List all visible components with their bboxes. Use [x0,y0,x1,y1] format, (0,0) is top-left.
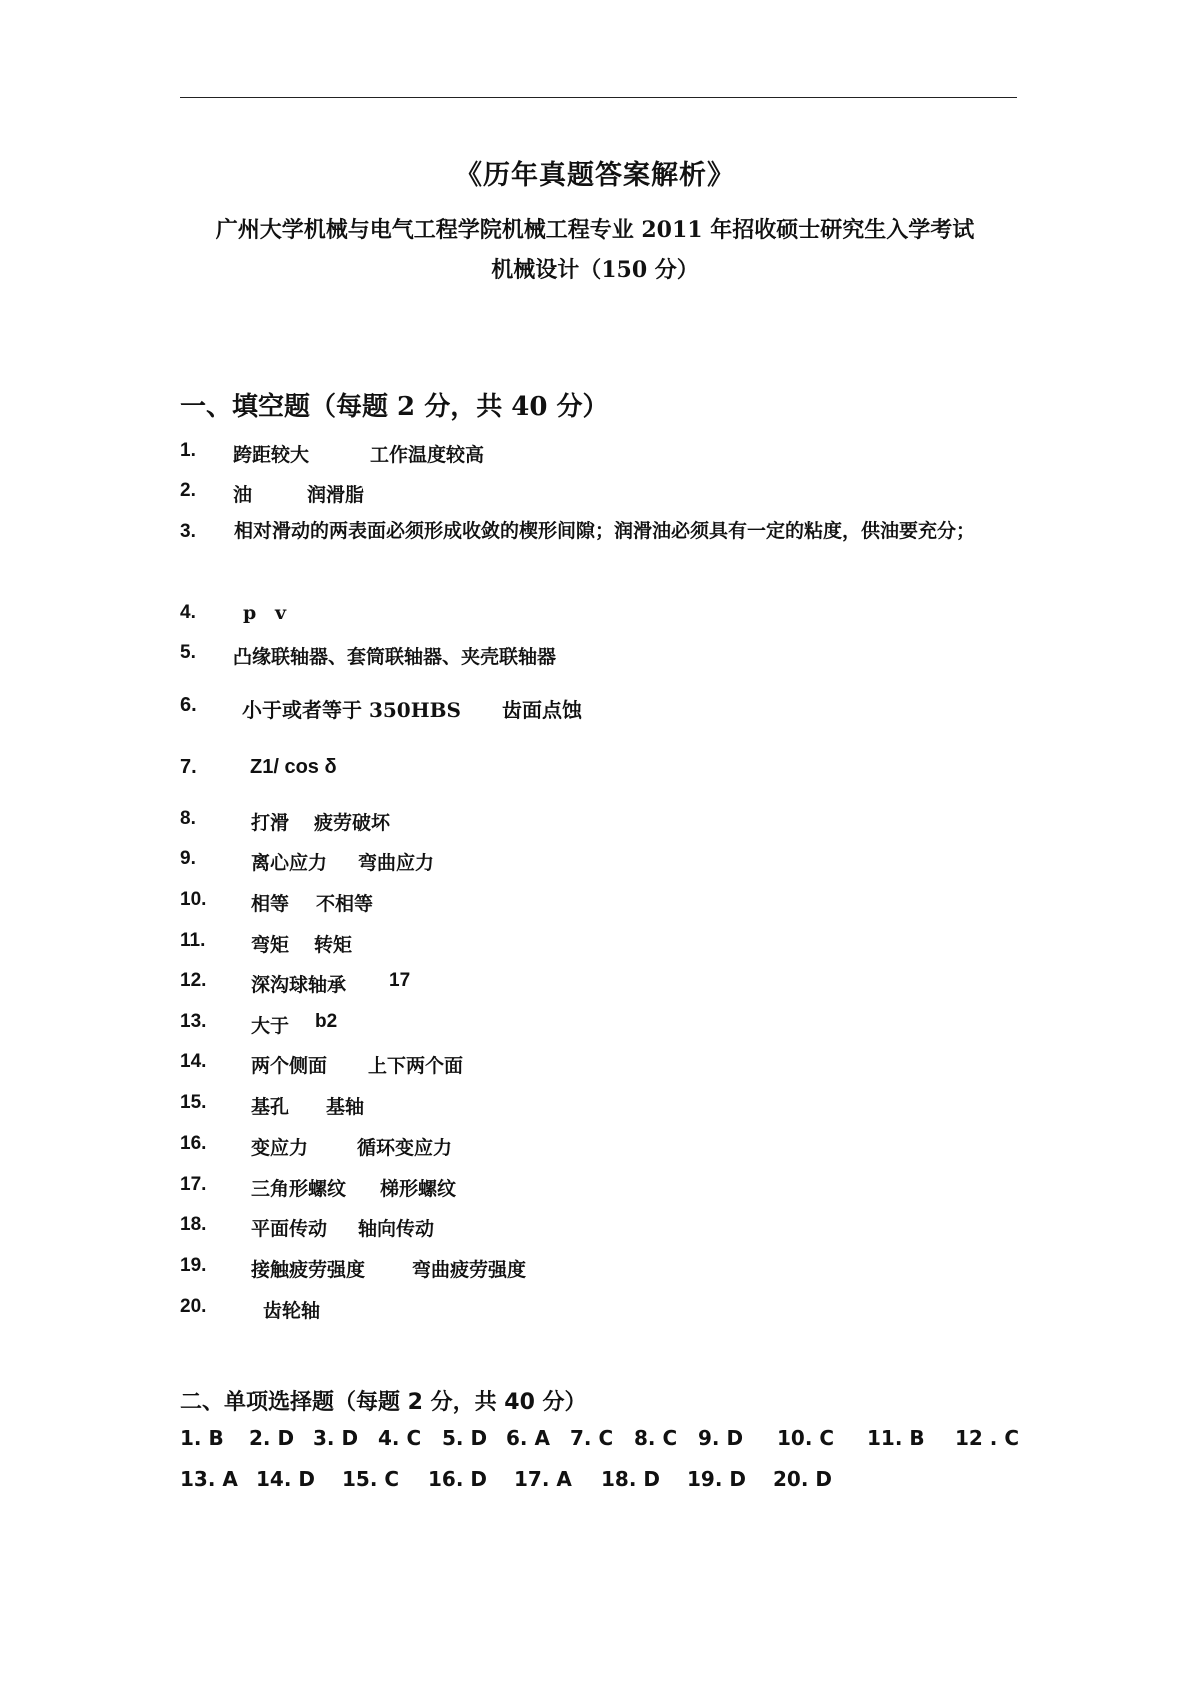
answer-blank: 疲劳破坏 [314,812,391,834]
answer-blank: 不相等 [316,893,374,915]
item-number: 17. [180,1174,207,1195]
mc-answer: 8. C [634,1426,678,1450]
item-number: 1. [180,440,196,461]
answer-blank: 循环变应力 [357,1137,453,1159]
answer-blank: 变应力 [251,1137,309,1159]
section2-heading: 二、单项选择题（每题 2 分，共 40 分） [180,1390,587,1415]
answer-blank: 大于 [251,1015,290,1037]
section1-heading: 一、填空题（每题 2 分，共 40 分） [180,392,609,422]
mc-answer: 17. A [514,1467,572,1491]
item-number: 15. [180,1092,207,1113]
mc-answer: 10. C [777,1426,835,1450]
item-number: 16. [180,1133,207,1154]
item-number: 13. [180,1011,207,1032]
answer-blank: 基轴 [326,1096,365,1118]
answer-blank: 齿面点蚀 [502,698,582,722]
answer-blank: 接触疲劳强度 [251,1259,366,1281]
answer-blank: v [275,602,287,624]
mc-answer: 5. D [442,1426,488,1450]
answer-blank: 三角形螺纹 [251,1178,347,1200]
item-number: 3. [180,521,196,542]
mc-answer: 13. A [180,1467,238,1491]
answer-blank: 两个侧面 [251,1055,328,1077]
item-number: 10. [180,889,207,910]
answer-blank: 上下两个面 [368,1055,464,1077]
answer-blank: 小于或者等于 350HBS [242,698,461,722]
answer-blank: 深沟球轴承 [251,974,347,996]
mc-answer: 2. D [249,1426,295,1450]
answer-blank: p [243,602,257,624]
answer-blank: 转矩 [314,934,353,956]
mc-answer: 7. C [570,1426,614,1450]
document-title: 《历年真题答案解析》 [455,160,735,191]
item-number: 7. [180,756,197,778]
answer-blank: 离心应力 [251,852,328,874]
answer-blank: 润滑脂 [307,484,365,506]
mc-answer: 6. A [506,1426,550,1450]
answer-blank: 弯曲应力 [358,852,435,874]
answer-blank: 弯曲疲劳强度 [412,1259,527,1281]
mc-answer: 3. D [313,1426,359,1450]
mc-answer: 14. D [256,1467,315,1491]
answer-blank: 17 [389,970,411,991]
answer-blank: 油 [233,484,253,506]
answer-blank: 相等 [251,893,290,915]
item-number: 18. [180,1214,207,1235]
answer-blank: 弯矩 [251,934,290,956]
item-number: 12. [180,970,207,991]
mc-answer: 18. D [601,1467,660,1491]
answer-blank: 相对滑动的两表面必须形成收敛的楔形间隙；润滑油必须具有一定的粘度，供油要充分； [234,520,976,542]
item-number: 9. [180,848,196,869]
answer-item-3 [180,511,1020,552]
mc-answer: 16. D [428,1467,487,1491]
header-rule [180,97,1017,98]
answer-blank: 平面传动 [251,1218,328,1240]
mc-answer: 12 . C [955,1426,1020,1450]
mc-answer: 15. C [342,1467,400,1491]
item-number: 11. [180,930,206,951]
item-number: 8. [180,808,196,829]
answer-blank: 基孔 [251,1096,290,1118]
mc-answer: 19. D [687,1467,746,1491]
answer-blank: 梯形螺纹 [380,1178,457,1200]
item-number: 6. [180,694,197,716]
item-number: 4. [180,602,196,623]
mc-answer: 1. B [180,1426,224,1450]
item-number: 14. [180,1051,207,1072]
item-number: 5. [180,642,196,663]
exam-title: 广州大学机械与电气工程学院机械工程专业 2011 年招收硕士研究生入学考试 [215,217,975,243]
mc-answer: 9. D [698,1426,744,1450]
answer-blank: Z1/ cos δ [250,756,337,778]
mc-answer: 20. D [773,1467,832,1491]
item-number: 20. [180,1296,207,1317]
item-number: 19. [180,1255,207,1276]
answer-blank: 凸缘联轴器、套筒联轴器、夹壳联轴器 [233,646,557,668]
answer-blank: 齿轮轴 [263,1300,321,1322]
answer-blank: b2 [315,1011,338,1032]
exam-subtitle: 机械设计（150 分） [491,257,699,283]
mc-answer: 11. B [867,1426,925,1450]
mc-answer: 4. C [378,1426,422,1450]
answer-blank: 工作温度较高 [370,444,485,466]
answer-blank: 轴向传动 [358,1218,435,1240]
answer-blank: 跨距较大 [233,444,310,466]
answer-blank: 打滑 [251,812,290,834]
item-number: 2. [180,480,196,501]
